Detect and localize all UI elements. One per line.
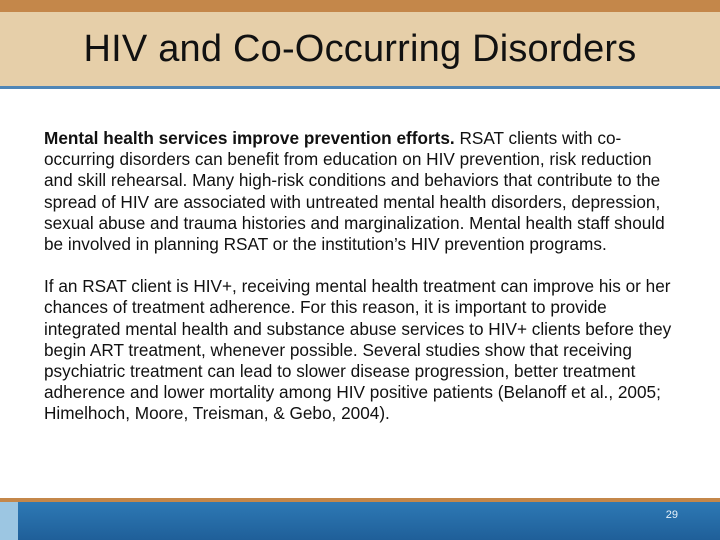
slide-body: [44, 128, 684, 446]
slide-title: HIV and Co-Occurring Disorders: [83, 27, 637, 70]
footer-bar: [0, 498, 720, 540]
footer-dark-band: [18, 498, 720, 540]
title-divider: [0, 86, 720, 89]
top-accent-stripe: [0, 0, 720, 12]
body-paragraph-2: [44, 276, 684, 424]
title-band: [0, 12, 720, 86]
paragraph-text: RSAT clients with co-occurring disorders can benefit from education on HIV prevention, risk reduction and skill rehearsal. Many high-risk conditions and behaviors that contribute to the spread of HIV are associated with untreated mental health disorders, depression, sexual abuse and trauma histories and marginalization. Mental health staff should be involved in planning RSAT or the institution’s HIV prevention programs.: [44, 128, 665, 255]
paragraph-text: If an RSAT client is HIV+, receiving mental health treatment can improve his or her chances of treatment adherence. For this reason, it is important to provide integrated mental health and substance abuse services to HIV+ clients before they begin ART treatment, whenever possible. Several studies show that receiving psychiatric treatment can lead to slower disease progression, better treatment adherence and lower mortality among HIV positive patients (Belanoff et al., 2005; Himelhoch, Moore, Treisman, & Gebo, 2004).: [44, 276, 672, 424]
paragraph-lead: Mental health services improve prevention efforts.: [44, 128, 455, 148]
footer-accent-stripe: [0, 498, 720, 502]
page-number: 29: [665, 509, 678, 521]
body-paragraph-1: [44, 128, 684, 255]
